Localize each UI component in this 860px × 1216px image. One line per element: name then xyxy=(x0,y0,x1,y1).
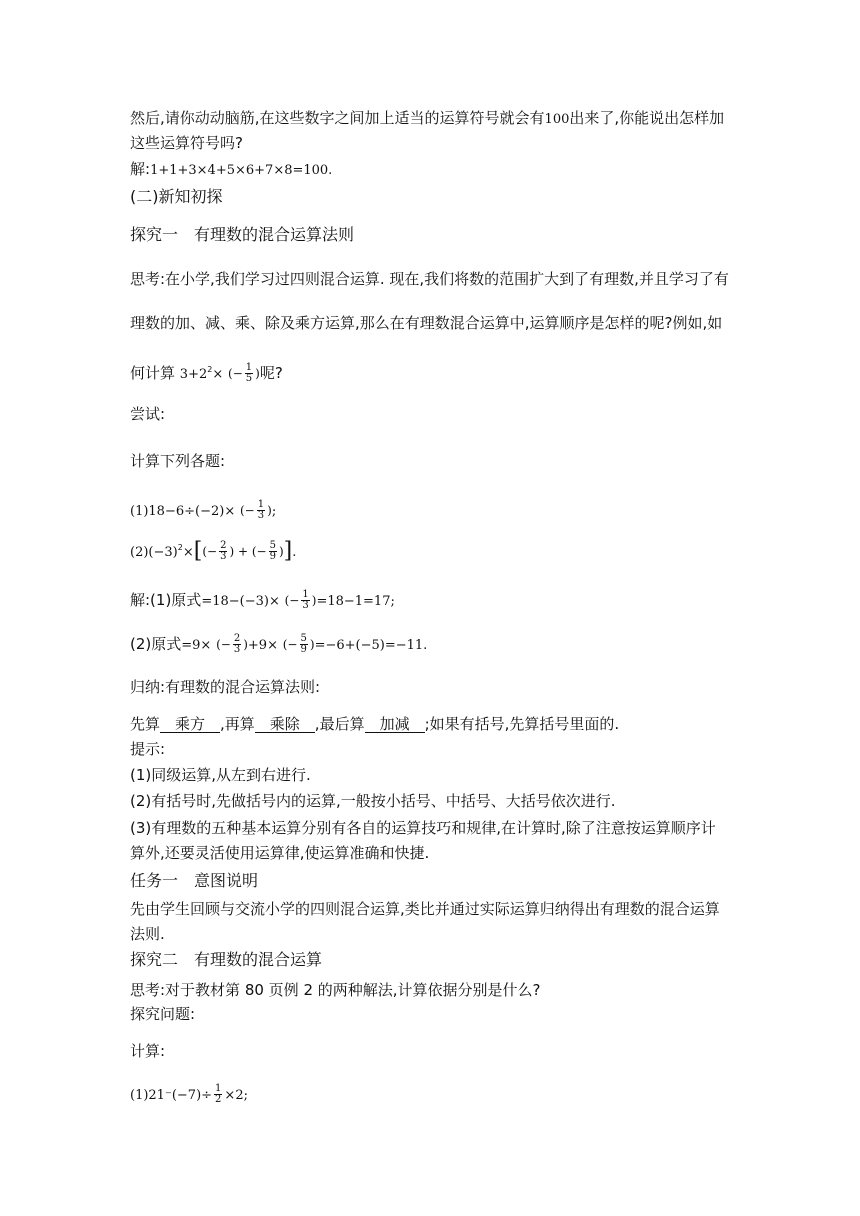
blank-answer-2: 乘除 xyxy=(255,716,315,733)
explore1-title: 探究一 有理数的混合运算法则 xyxy=(130,225,355,244)
problem-2-exponent: 2 xyxy=(177,543,183,552)
left-paren: (− xyxy=(284,593,300,608)
intro-text: 然后,请你动动脑筋,在这些数字之间加上适当的运算符号就会有 xyxy=(130,109,545,127)
fraction-numerator: 5 xyxy=(269,540,276,551)
solution-1-expr: =18−(−3)× xyxy=(201,594,280,609)
expr-base: 3+2 xyxy=(179,367,208,382)
rule-text: 先算 xyxy=(130,715,161,733)
right-paren: ) xyxy=(255,366,260,381)
right-paren: ) xyxy=(278,544,284,559)
intro-line-1 xyxy=(130,108,724,130)
think-prefix: 何计算 xyxy=(130,364,176,382)
fraction-numerator: 2 xyxy=(220,540,227,551)
fraction-numerator: 1 xyxy=(215,1083,222,1094)
try-label: 尝试: xyxy=(130,405,166,423)
intro-line-2: 这些运算符号吗? xyxy=(130,134,243,152)
fraction-denominator: 2 xyxy=(215,1094,222,1105)
right-paren: ) xyxy=(309,637,315,652)
fraction xyxy=(214,1084,222,1105)
summary-label: 归纳:有理数的混合运算法则: xyxy=(130,678,321,696)
fraction-numerator: 1 xyxy=(257,499,265,510)
left-paren: (− xyxy=(282,637,298,652)
task1-text-line-1: 先由学生回顾与交流小学的四则混合运算,类比并通过实际运算归纳得出有理数的混合运算 xyxy=(130,900,720,918)
times-sign: × xyxy=(182,545,194,560)
fraction xyxy=(257,500,265,521)
explore2-title: 探究二 有理数的混合运算 xyxy=(130,950,323,969)
solution-label: (2)原式 xyxy=(130,635,182,653)
problem-expr-end: ×2; xyxy=(224,1088,248,1103)
intro-number: 100 xyxy=(544,112,570,127)
fraction-denominator: 5 xyxy=(245,373,253,384)
solution-2-expr: =9× xyxy=(181,638,212,653)
blank-answer-3: 加减 xyxy=(365,716,425,733)
expr-exponent: 2 xyxy=(207,365,213,374)
left-bracket: [ xyxy=(193,538,203,564)
left-paren: (− xyxy=(202,544,218,559)
fraction-denominator: 3 xyxy=(302,600,309,611)
intro-answer xyxy=(130,159,332,181)
think-suffix: 呢? xyxy=(259,364,283,382)
fraction-denominator: 3 xyxy=(220,551,227,562)
solution-label: 解:(1)原式 xyxy=(130,591,202,609)
rule-text: ;如果有括号,先算括号里面的. xyxy=(424,715,620,733)
solution-2-result: =−6+(−5)=−11. xyxy=(314,638,428,653)
problem-expr: (1)21 xyxy=(130,1088,165,1103)
problem-1-end: ; xyxy=(271,504,277,519)
fraction-numerator: 2 xyxy=(233,633,241,644)
hint-label: 提示: xyxy=(130,740,166,758)
answer-label: 解: xyxy=(130,160,151,178)
fraction-denominator: 9 xyxy=(300,644,307,655)
solution-1 xyxy=(130,590,395,612)
hint-2: (2)有括号时,先做括号内的运算,一般按小括号、中括号、大括号依次进行. xyxy=(130,792,616,810)
rule-text: ,最后算 xyxy=(314,715,365,733)
blank-answer-1: 乘方 xyxy=(160,716,220,733)
answer-expression: 1+1+3×4+5×6+7×8=100. xyxy=(150,163,333,178)
fraction xyxy=(219,541,227,562)
left-paren: (− xyxy=(228,366,243,381)
explore2-think: 思考:对于教材第 80 页例 2 的两种解法,计算依据分别是什么? xyxy=(130,981,541,999)
intro-tail: 出来了,你能说出怎样加 xyxy=(569,109,725,127)
fraction-denominator: 3 xyxy=(233,644,241,655)
times-sign: × xyxy=(212,367,224,382)
compute-label: 计算下列各题: xyxy=(130,452,226,470)
left-paren: (− xyxy=(216,637,231,652)
right-paren: ) xyxy=(267,503,272,518)
fraction-numerator: 1 xyxy=(245,362,253,373)
fraction xyxy=(301,590,309,611)
problem-2 xyxy=(130,538,296,563)
right-bracket: ] xyxy=(283,538,293,564)
left-paren: (− xyxy=(240,503,255,518)
rule-text: ,再算 xyxy=(220,715,255,733)
explore1-think-line-1: 思考:在小学,我们学习过四则混合运算. 现在,我们将数的范围扩大到了有理数,并且学习了有 xyxy=(130,270,729,288)
fraction xyxy=(269,541,277,562)
fraction-denominator: 3 xyxy=(257,510,265,521)
hint-3-line-2: 算外,还要灵活使用运算律,使运算准确和快捷. xyxy=(130,844,430,862)
fraction xyxy=(300,634,308,655)
period: . xyxy=(292,545,297,560)
task1-text-line-2: 法则. xyxy=(130,925,165,943)
solution-2 xyxy=(130,634,427,656)
explore1-think-line-2: 理数的加、减、乘、除及乘方运算,那么在有理数混合运算中,运算顺序是怎样的呢?例如,如 xyxy=(130,314,723,332)
problem-1-expr: (1)18−6÷(−2)× xyxy=(130,504,236,519)
right-paren: ) + (− xyxy=(229,544,267,559)
explore2-problem-1 xyxy=(130,1084,248,1106)
explore2-question-label: 探究问题: xyxy=(130,1005,196,1023)
fraction-numerator: 5 xyxy=(300,633,307,644)
problem-expr-mid: (−7)÷ xyxy=(171,1088,213,1103)
fraction-numerator: 1 xyxy=(302,589,309,600)
task1-title: 任务一 意图说明 xyxy=(130,871,259,890)
minus-sign: ⁻ xyxy=(164,1088,172,1103)
fraction xyxy=(233,634,241,655)
hint-3-line-1: (3)有理数的五种基本运算分别有各自的运算技巧和规律,在计算时,除了注意按运算顺序计 xyxy=(130,819,716,837)
solution-1-result: =18−1=17; xyxy=(316,594,395,609)
explore2-compute-label: 计算: xyxy=(130,1042,166,1060)
fraction-denominator: 9 xyxy=(269,551,276,562)
problem-1 xyxy=(130,500,276,522)
hint-1: (1)同级运算,从左到右进行. xyxy=(130,766,311,784)
right-paren: ) xyxy=(311,593,317,608)
rule-line xyxy=(130,714,619,734)
explore1-think-line-3 xyxy=(130,360,283,385)
solution-2-mid: +9× xyxy=(247,638,278,653)
fraction xyxy=(245,363,253,384)
right-paren: ) xyxy=(243,637,248,652)
problem-2-expr: (2)(−3) xyxy=(130,545,178,560)
section-heading: (二)新知初探 xyxy=(130,187,223,206)
